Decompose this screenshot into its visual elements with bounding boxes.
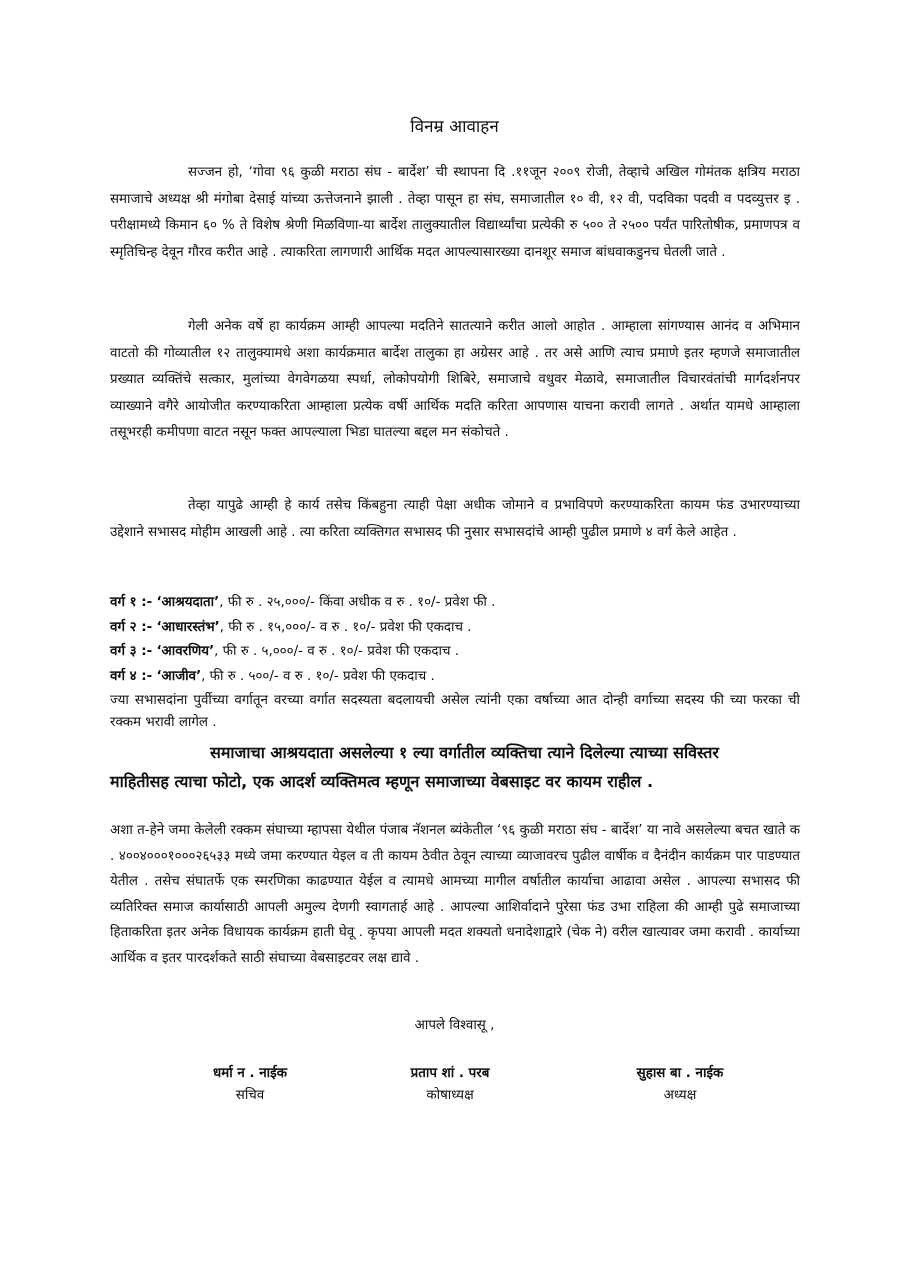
signatory-treasurer xyxy=(380,1063,520,1107)
grade-label: वर्ग २ :- xyxy=(110,619,153,635)
signatory-role: अध्यक्ष xyxy=(663,1088,697,1103)
signatory-secretary xyxy=(190,1063,310,1107)
signatory-president xyxy=(610,1063,750,1107)
signatory-name: धर्मा न . नाईक xyxy=(213,1066,287,1081)
grade-label: वर्ग ४ :- xyxy=(110,668,153,684)
grade-item xyxy=(110,640,800,665)
grade-label: वर्ग १ :- xyxy=(110,595,153,610)
grade-name: ‘आधारस्तंभ’ xyxy=(156,619,220,635)
patron-highlight xyxy=(110,738,800,796)
highlight-line-1: समाजाचा आश्रयदाता असलेल्या १ ल्या वर्गातील व्यक्तिचा त्याने दिलेल्या त्याच्या सविस्तर xyxy=(210,743,719,762)
bank-account-paragraph: अशा त-हेने जमा केलेली रक्कम संघाच्या म्हापसा येथील पंजाब नॅशनल ब्यंकेतील ‘९६ कुळी मराठा संघ - बार्देश’ या नावे असलेल्या बचत खाते क . ४००४०००१०००२६५३३ मध्ये जमा करण्यात येइल व ती कायम ठेवीत ठेवून त्याच्या व्याजावरच पुढील वार्षीक व दैनंदीन कार्यक्रम पार पाडण्यात येतील . तसेच संघातर्फे एक स्मरणिका काढण्यात येईल व त्यामधे आमच्या मागील वर्षातील कार्याचा आढावा असेल . आपल्या सभासद फी व्यतिरिक्त समाज कार्यासाठी आपली अमुल्य देणगी स्वागतार्ह आहे . आपल्या आशिर्वादाने पुरेसा फंड उभा राहिला की आम्ही पुढे समाजाच्या हिताकरिता इतर अनेक विधायक कार्यक्रम हाती घेवू . कृपया आपली मदत शक्यतो धनादेशाद्वारे (चेक ने) वरील खात्यावर जमा करावी . कार्याच्या आर्थिक व इतर पारदर्शकते साठी संघाच्या वेबसाइटवर लक्ष द्यावे . xyxy=(110,823,800,966)
upgrade-note: ज्या सभासदांना पुर्वीच्या वर्गातून वरच्या वर्गात सदस्यता बदलायची असेल त्यांनी एका वर्षाच्या आत दोन्ही वर्गाच्या सदस्य फी च्या फरका ची रक्कम भरावी लागेल . xyxy=(110,693,800,730)
membership-grades-list xyxy=(110,591,800,689)
activities-paragraph: गेली अनेक वर्षे हा कार्यक्रम आम्ही आपल्या मदतिने सातत्याने करीत आलो आहोत . आम्हाला सांगण्यास आनंद व अभिमान वाटतो की गोव्यातील १२ तालुक्यामधे अशा कार्यक्रमात बार्देश तालुका हा अग्रेसर आहे . तर असे आणि त्याच प्रमाणे इतर म्हणजे समाजातील प्रख्यात व्यक्तिंचे सत्कार, मुलांच्या वेगवेगळया स्पर्धा, लोकोपयोगी शिबिरे, समाजाचे वधुवर मेळावे, समाजातील विचारवंतांची मार्गदर्शनपर व्याख्याने वगैरे आयोजीत करण्याकरिता आम्हाला प्रत्येक वर्षी आर्थिक मदति करिता आपणास याचना करावी लागते . अर्थात यामधे आम्हाला तसूभरही कमीपणा वाटत नसून फक्त आपल्याला भिडा घातल्या बद्दल मन संकोचते . xyxy=(110,319,800,440)
grade-name: ‘आश्रयदाता’ xyxy=(156,595,220,610)
grade-name: ‘आजीव’ xyxy=(156,668,202,684)
signatory-name: प्रताप शां . परब xyxy=(410,1066,490,1081)
grade-details: , फी रु . ५,०००/- व रु . १०/- प्रवेश फी एकदाच . xyxy=(214,644,459,659)
highlight-line-2: माहितीसह त्याचा फोटो, एक आदर्श व्यक्तिमत्व म्हणून समाजाच्या वेबसाइट वर कायम राहील . xyxy=(110,772,654,791)
grade-label: वर्ग ३ :- xyxy=(110,644,153,659)
grade-item xyxy=(110,665,800,690)
closing-salutation: आपले विश्वासू , xyxy=(414,1018,495,1033)
membership-paragraph: तेव्हा यापुढे आम्ही हे कार्य तसेच किंबहुना त्याही पेक्षा अधीक जोमाने व प्रभाविपणे करण्याकरिता कायम फंड उभारण्याच्या उद्देशाने सभासद मोहीम आखली आहे . त्या करिता व्यक्तिगत सभासद फी नुसार सभासदांचे आम्ही पुढील प्रमाणे ४ वर्ग केले आहेत . xyxy=(110,498,800,540)
intro-paragraph: सज्जन हो, ‘गोवा ९६ कुळी मराठा संघ - बार्देश’ ची स्थापना दि .११जून २००९ रोजी, तेव्हाचे अखिल गोमंतक क्षत्रिय मराठा समाजाचे अध्यक्ष श्री मंगोबा देसाई यांच्या ऊत्तेजनाने झाली . तेव्हा पासून हा संघ, समाजातील १० वी, १२ वी, पदविका पदवी व पदव्युत्तर इ . परीक्षामध्ये किमान ६० % ते विशेष श्रेणी मिळविणा-या बार्देश तालुक्यातील विद्यार्थ्यांचा प्रत्येकी रु ५०० ते २५०० पर्यंत पारितोषीक, प्रमाणपत्र व स्मृतिचिन्ह देवून गौरव करीत आहे . त्याकरिता लागणारी आर्थिक मदत आपल्यासारख्या दानशूर समाज बांधवाकडुनच घेतली जाते . xyxy=(110,165,800,260)
grade-item xyxy=(110,616,800,641)
signatory-role: कोषाध्यक्ष xyxy=(426,1088,474,1103)
signatory-role: सचिव xyxy=(235,1088,265,1103)
grade-details: , फी रु . १५,०००/- व रु . १०/- प्रवेश फी एकदाच . xyxy=(219,619,472,635)
grade-details: , फी रु . ५००/- व रु . १०/- प्रवेश फी एकदाच . xyxy=(201,668,435,684)
grade-item xyxy=(110,591,800,616)
grade-details: , फी रु . २५,०००/- किंवा अधीक व रु . १०/- प्रवेश फी . xyxy=(219,595,496,610)
page-title: विनम्र आवाहन xyxy=(410,117,499,137)
grade-name: ‘आवरणिय’ xyxy=(156,644,215,659)
signatory-name: सुहास बा . नाईक xyxy=(636,1066,724,1081)
